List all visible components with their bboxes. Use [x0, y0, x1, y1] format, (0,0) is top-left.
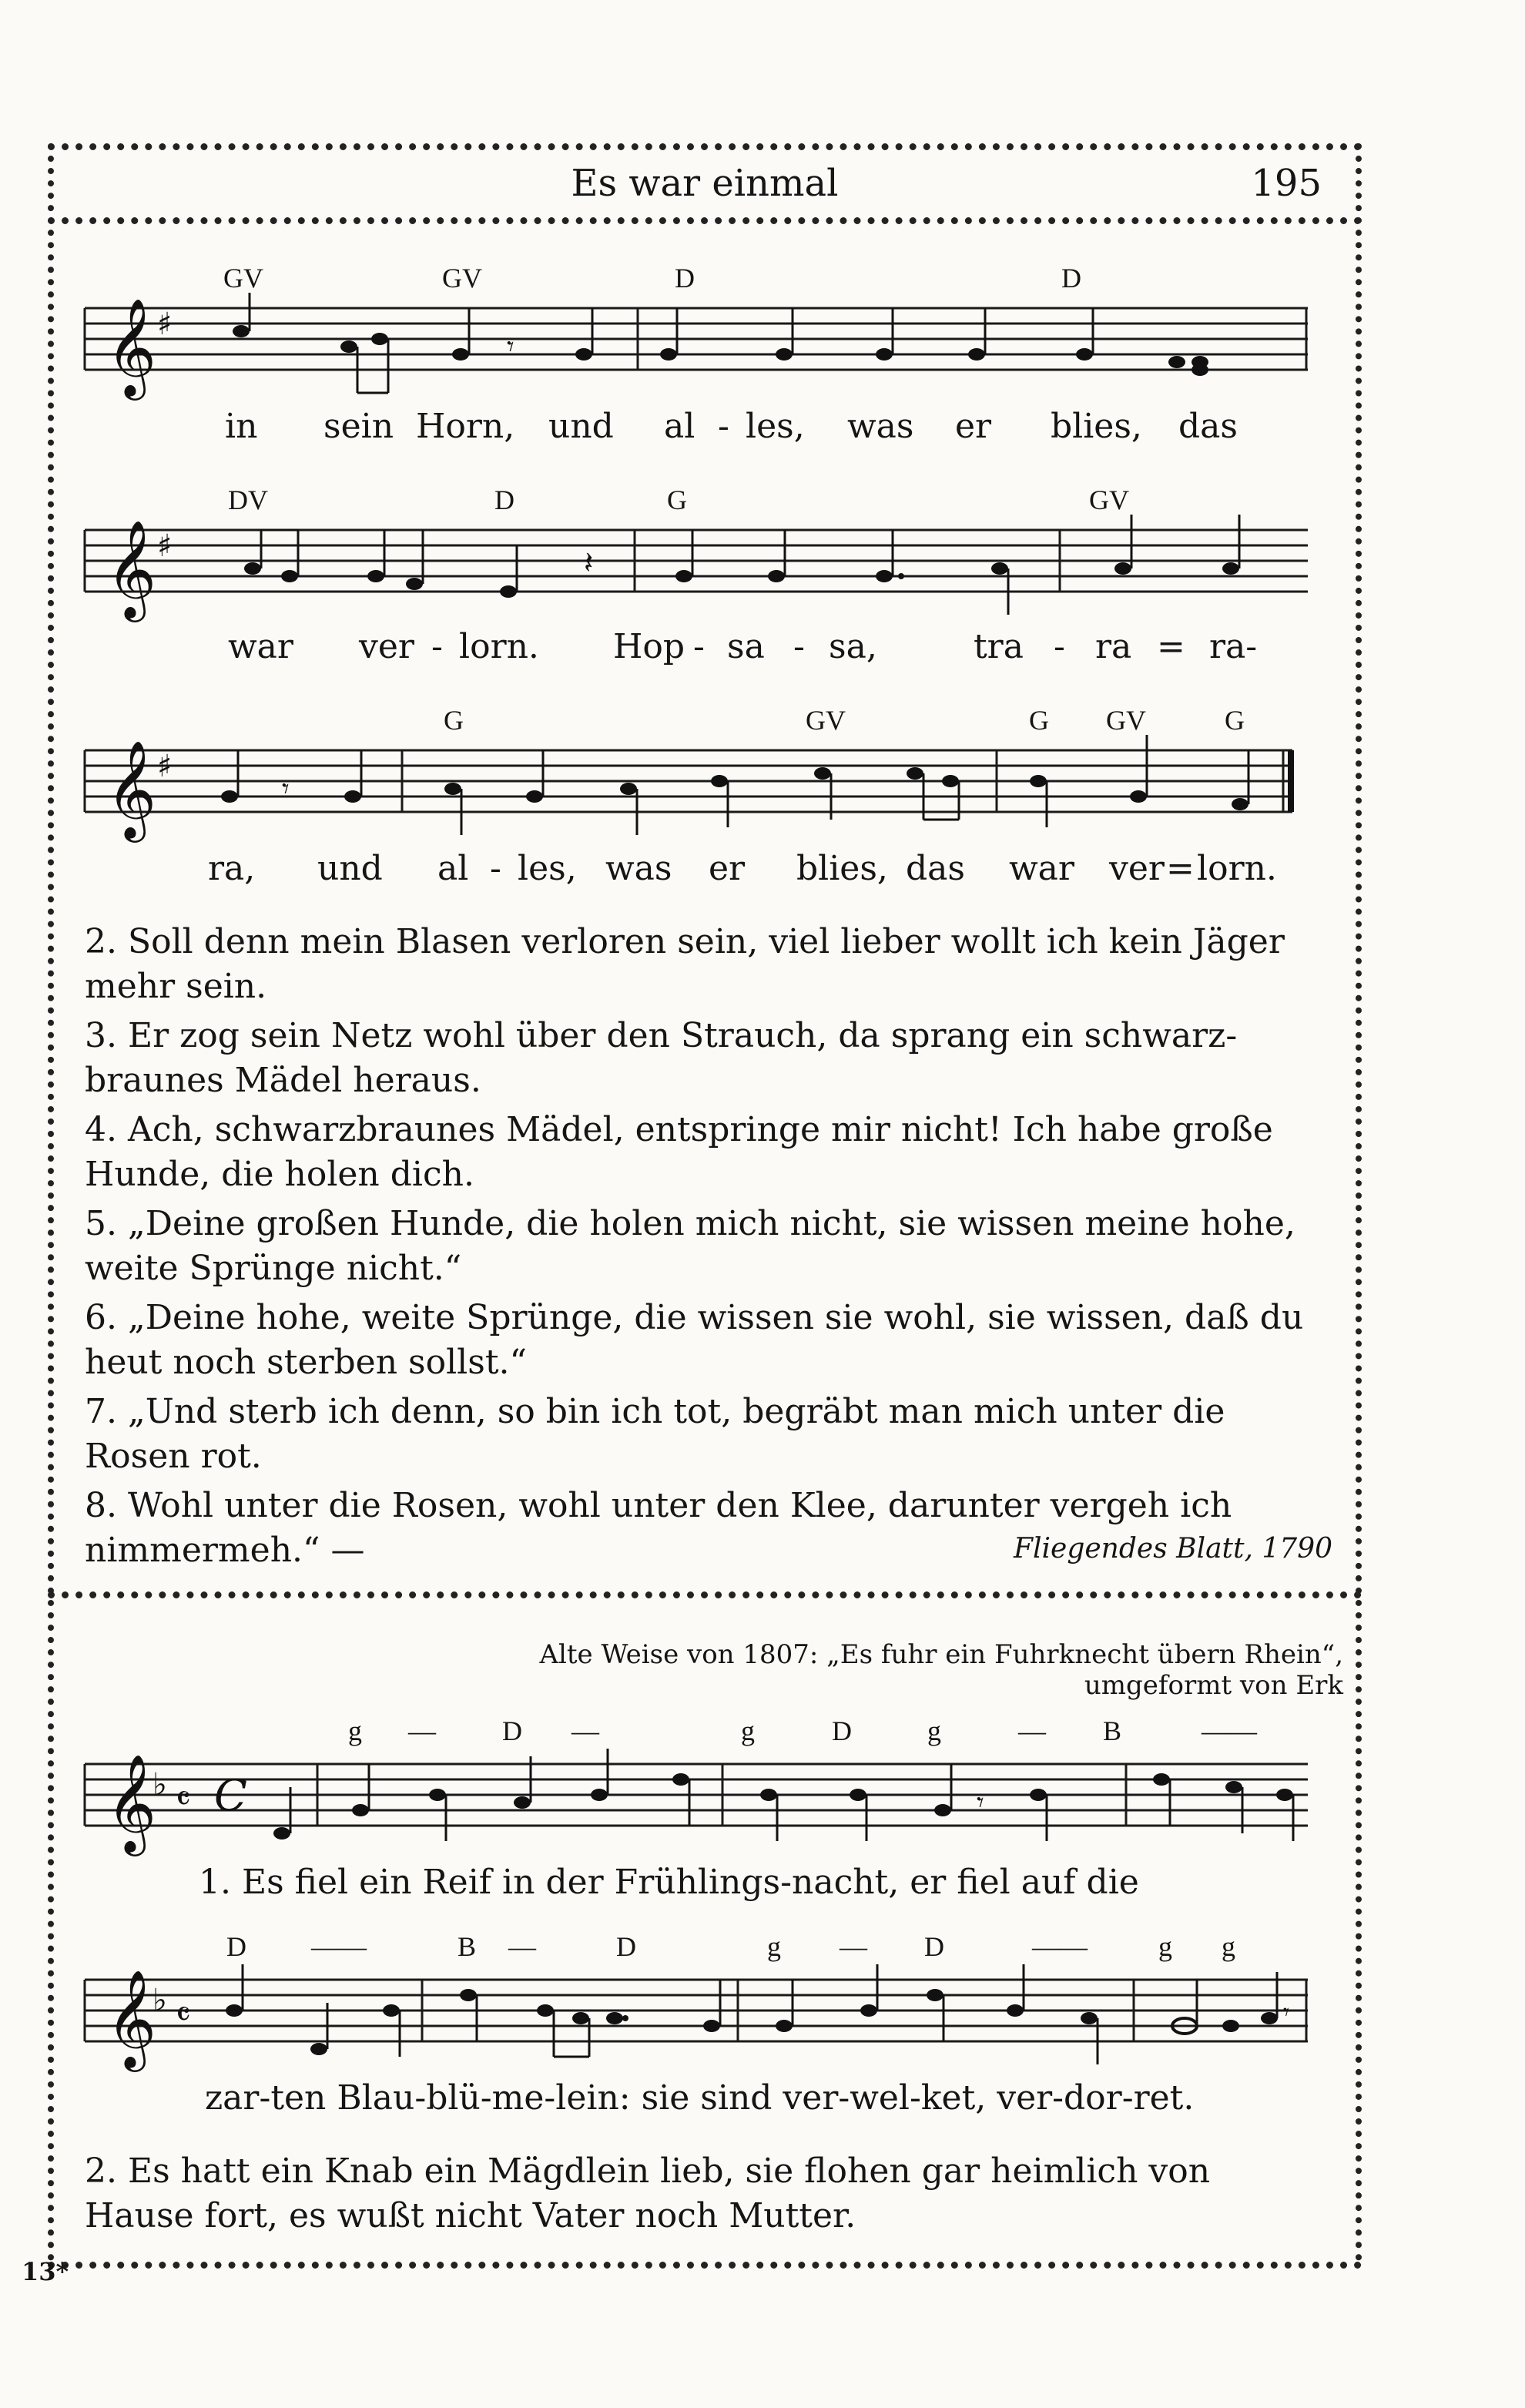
svg-text:𝄾: 𝄾: [282, 773, 290, 805]
lyric-syllable: tra: [974, 627, 1024, 666]
lyric-syllable: -: [490, 849, 501, 888]
svg-text:♭: ♭: [152, 1983, 167, 2018]
lyric-syllable: blies,: [1051, 407, 1142, 446]
lyric-syllable: -: [1054, 627, 1065, 666]
chord: D: [226, 1931, 246, 1962]
lyric-syllable: und: [548, 407, 614, 446]
signature-mark: 13*: [22, 2257, 69, 2286]
section-divider: [48, 1591, 1362, 1598]
svg-text:𝄞: 𝄞: [106, 1753, 157, 1852]
lyric-syllable: sa,: [829, 627, 877, 666]
svg-text:♯: ♯: [157, 307, 173, 342]
svg-text:𝄾: 𝄾: [977, 1787, 984, 1819]
chord: —: [1018, 1715, 1046, 1746]
svg-text:𝄽: 𝄽: [584, 545, 594, 581]
lyric-syllable: das: [1178, 407, 1238, 446]
lyric-syllable: al: [664, 407, 695, 446]
svg-text:𝄞: 𝄞: [106, 740, 157, 838]
chord: G: [1029, 705, 1049, 736]
lyric-syllable: sein: [323, 407, 394, 446]
lyric-line: 1. Es fiel ein Reif in der Frühlings-nacht, er fiel auf die: [199, 1863, 1139, 1902]
lyric-syllable: -: [793, 627, 805, 666]
chord: g: [1222, 1931, 1235, 1962]
chord: GV: [442, 263, 482, 293]
chord: g: [741, 1715, 755, 1746]
svg-text:𝄞: 𝄞: [106, 519, 157, 618]
lyric-syllable: was: [605, 849, 672, 888]
lyric-syllable: ra-: [1209, 627, 1258, 666]
chord: GV: [1106, 705, 1146, 736]
chord: D: [494, 485, 514, 515]
svg-text:𝄴: 𝄴: [176, 1779, 191, 1819]
source-citation: Fliegendes Blatt, 1790: [1014, 1533, 1332, 1565]
svg-text:♭: ♭: [152, 1767, 167, 1803]
lyric-syllable: er: [955, 407, 992, 446]
header-rule: [48, 217, 1362, 224]
lyric-syllable: ver: [359, 627, 414, 666]
lyric-syllable: lorn.: [1197, 849, 1277, 888]
svg-text:𝄴: 𝄴: [176, 1995, 191, 2034]
verses-song2: [85, 2149, 1317, 2243]
lyric-syllable: was: [847, 407, 914, 446]
lyric-syllable: -: [718, 407, 729, 446]
chord: g: [927, 1715, 941, 1746]
chord: B: [1103, 1715, 1122, 1746]
chord: B: [458, 1931, 477, 1962]
lyric-syllable: ra,: [208, 849, 256, 888]
chord: D: [924, 1931, 944, 1962]
chord: G: [1225, 705, 1245, 736]
chord: D: [675, 263, 695, 293]
svg-text:♯: ♯: [157, 749, 173, 784]
lyric-syllable: war: [228, 627, 293, 666]
lyric-syllable: al: [437, 849, 469, 888]
chord: D: [616, 1931, 636, 1962]
verse: 6. „Deine hohe, weite Sprünge, die wissen sie wohl, sie wissen, daß du heut noch sterben sollst.“: [85, 1298, 1304, 1382]
chord: —: [840, 1931, 867, 1962]
lyric-syllable: ra: [1095, 627, 1132, 666]
music-staff: [75, 1749, 1323, 1864]
chord: g: [348, 1715, 362, 1746]
page-header: [48, 159, 1362, 213]
chord: G: [667, 485, 687, 515]
chord: D: [832, 1715, 852, 1746]
page-number: 195: [1251, 162, 1322, 205]
svg-text:𝄾: 𝄾: [507, 331, 514, 363]
lyric-syllable: das: [906, 849, 965, 888]
chord: GV: [1089, 485, 1129, 515]
chord: G: [444, 705, 464, 736]
music-staff: [75, 293, 1323, 408]
music-staff: [75, 735, 1323, 850]
verse: 2. Soll denn mein Blasen verloren sein, viel lieber wollt ich kein Jäger mehr sein.: [85, 922, 1285, 1006]
lyric-syllable: -: [431, 627, 443, 666]
lyric-line: zar-ten Blau-blü-me-lein: sie sind ver-wel-ket, ver-dor-ret.: [205, 2078, 1195, 2118]
music-staff: [75, 515, 1323, 630]
lyric-syllable: war: [1009, 849, 1074, 888]
lyric-syllable: =: [1157, 627, 1185, 666]
chord: g: [767, 1931, 781, 1962]
lyric-syllable: les,: [746, 407, 805, 446]
chord: DV: [228, 485, 268, 515]
lyric-syllable: ver: [1109, 849, 1165, 888]
svg-text:𝄾: 𝄾: [1283, 1999, 1289, 2026]
lyric-syllable: und: [317, 849, 383, 888]
verse: 3. Er zog sein Netz wohl über den Strauch, da sprang ein schwarz- braunes Mädel heraus.: [85, 1016, 1238, 1100]
chord: GV: [223, 263, 263, 293]
lyric-syllable: Hop: [613, 627, 685, 666]
lyric-syllable: sa: [727, 627, 765, 666]
chord: —: [571, 1715, 599, 1746]
chord: ——: [1032, 1931, 1088, 1962]
music-staff: [75, 1964, 1323, 2080]
lyric-syllable: er: [709, 849, 746, 888]
chord: —: [408, 1715, 436, 1746]
lyric-syllable: lorn.: [459, 627, 539, 666]
lyric-syllable: les,: [518, 849, 577, 888]
lyric-syllable: =: [1166, 849, 1195, 888]
chord: ——: [1202, 1715, 1257, 1746]
melody-attribution: [539, 1639, 1343, 1701]
lyric-syllable: Horn,: [416, 407, 515, 446]
lyric-syllable: in: [225, 407, 258, 446]
chord: D: [502, 1715, 522, 1746]
verse: 5. „Deine großen Hunde, die holen mich nicht, sie wissen meine hohe, weite Sprünge nicht.“: [85, 1204, 1295, 1288]
attribution-line: umgeformt von Erk: [1084, 1670, 1343, 1701]
svg-text:♯: ♯: [157, 528, 173, 564]
chord: ——: [311, 1931, 367, 1962]
verse: 7. „Und sterb ich denn, so bin ich tot, begräbt man mich unter die Rosen rot.: [85, 1392, 1225, 1476]
chord: —: [508, 1931, 536, 1962]
chord: GV: [806, 705, 846, 736]
chord: D: [1061, 263, 1081, 293]
page-title: Es war einmal: [571, 162, 839, 205]
bottom-rule: [48, 2262, 1362, 2269]
verses-song1: [85, 920, 1317, 1578]
svg-text:𝄞: 𝄞: [106, 297, 157, 396]
svg-text:C: C: [214, 1771, 247, 1821]
chord: g: [1158, 1931, 1172, 1962]
verse: 2. Es hatt ein Knab ein Mägdlein lieb, sie flohen gar heimlich von Hause fort, es wußt nicht Vater noch Mutter.: [85, 2151, 1211, 2235]
top-rule: [48, 143, 1362, 150]
verse: 8. Wohl unter die Rosen, wohl unter den Klee, darunter vergeh ich nimmermeh.“ —: [85, 1486, 1232, 1570]
lyric-syllable: blies,: [796, 849, 888, 888]
verse: 4. Ach, schwarzbraunes Mädel, entspringe mir nicht! Ich habe große Hunde, die holen dich.: [85, 1110, 1273, 1194]
svg-text:𝄞: 𝄞: [106, 1969, 157, 2068]
lyric-syllable: -: [693, 627, 705, 666]
attribution-line: Alte Weise von 1807: „Es fuhr ein Fuhrknecht übern Rhein“,: [539, 1639, 1343, 1670]
